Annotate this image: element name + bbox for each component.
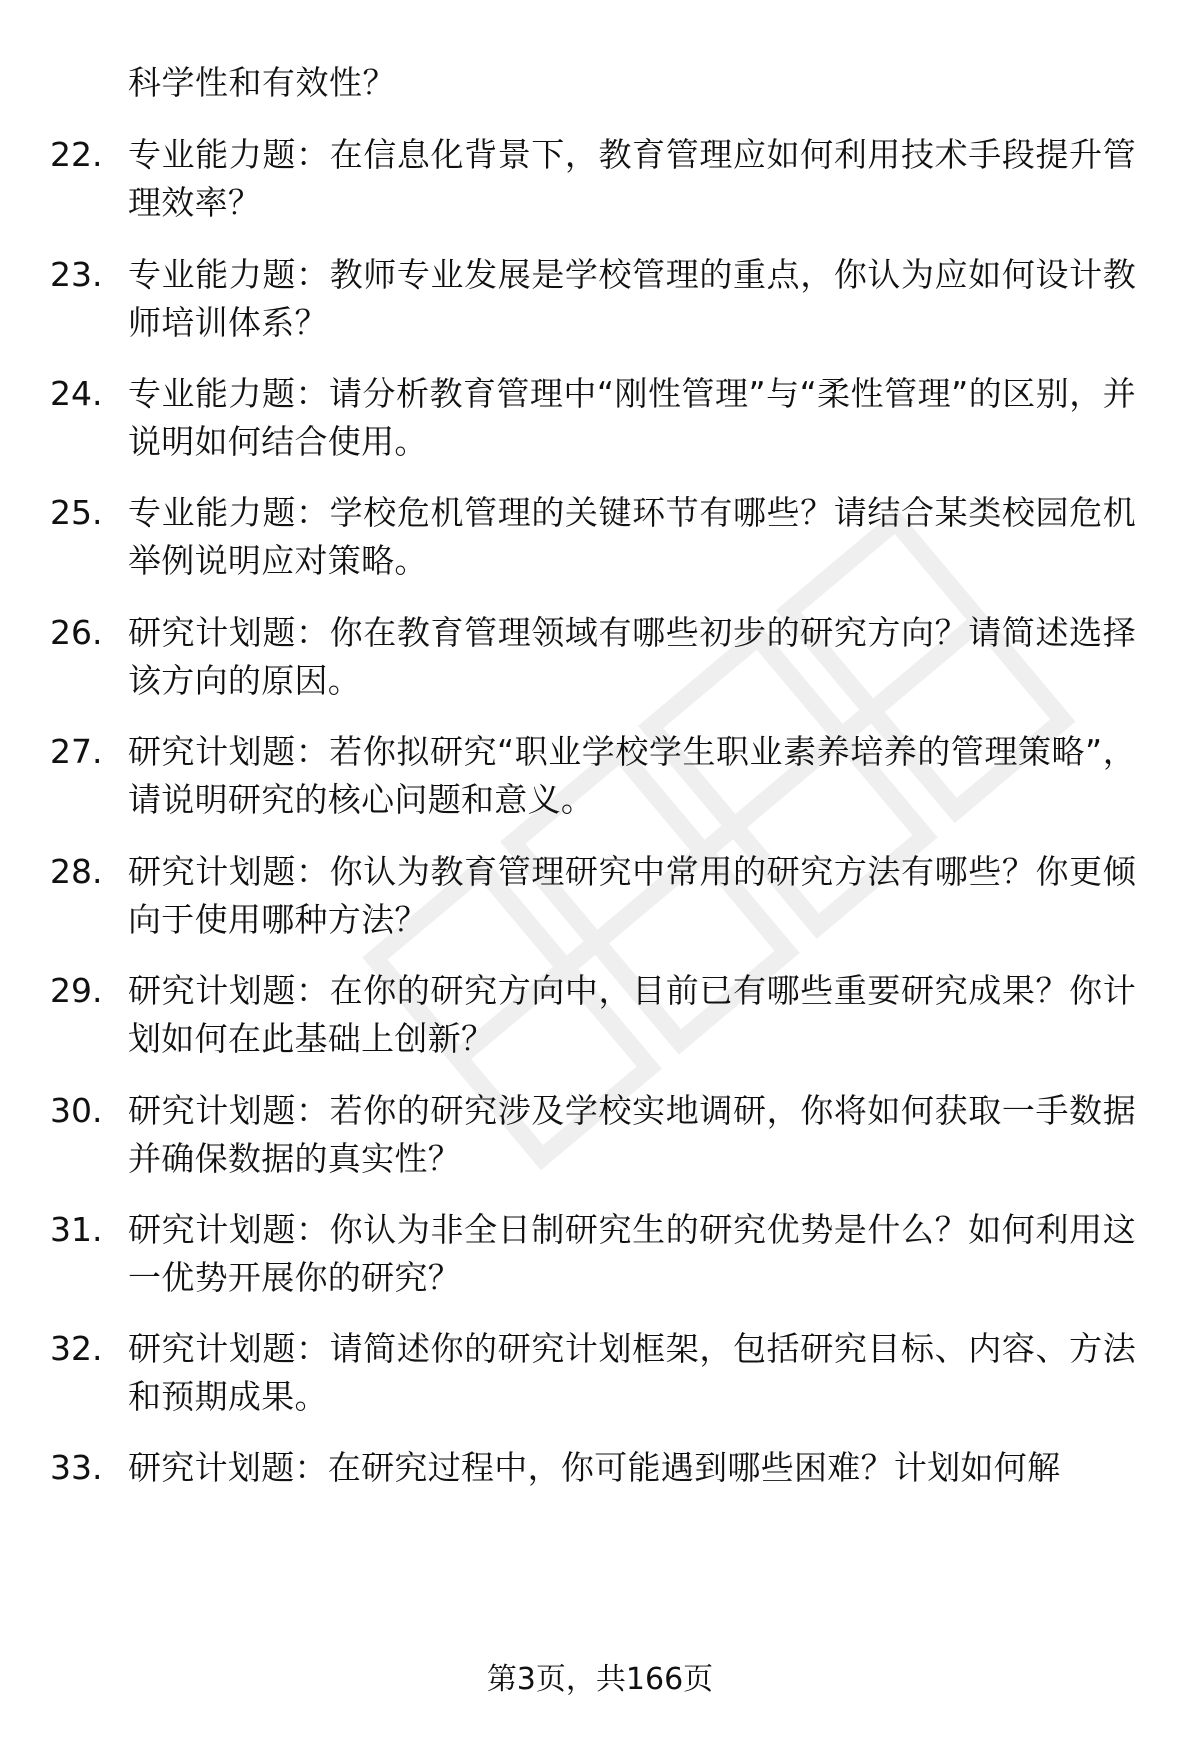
- question-text: 研究计划题：在你的研究方向中，目前已有哪些重要研究成果？你计划如何在此基础上创新？: [128, 971, 1136, 1058]
- question-number: 28.: [50, 852, 103, 891]
- question-number: 25.: [50, 493, 103, 532]
- question-number: 27.: [50, 732, 103, 771]
- question-text: 研究计划题：若你的研究涉及学校实地调研，你将如何获取一手数据并确保数据的真实性？: [128, 1091, 1136, 1178]
- question-number: 33.: [50, 1448, 103, 1487]
- question-text: 研究计划题：在研究过程中，你可能遇到哪些困难？计划如何解: [128, 1448, 1061, 1487]
- question-text: 研究计划题：若你拟研究“职业学校学生职业素养培养的管理策略”，请说明研究的核心问题和意义。: [128, 732, 1136, 819]
- question-text: 研究计划题：你认为教育管理研究中常用的研究方法有哪些？你更倾向于使用哪种方法？: [128, 852, 1136, 939]
- page-footer: 第3页，共166页: [486, 1662, 714, 1697]
- question-text: 专业能力题：请分析教育管理中“刚性管理”与“柔性管理”的区别，并说明如何结合使用。: [128, 374, 1136, 461]
- question-text: 研究计划题：请简述你的研究计划框架，包括研究目标、内容、方法和预期成果。: [128, 1329, 1136, 1416]
- question-text: 研究计划题：你在教育管理领域有哪些初步的研究方向？请简述选择该方向的原因。: [128, 613, 1136, 700]
- continuation-line: 科学性和有效性？: [128, 63, 396, 102]
- question-text: 专业能力题：在信息化背景下，教育管理应如何利用技术手段提升管理效率？: [128, 135, 1136, 222]
- question-number: 29.: [50, 971, 103, 1010]
- question-number: 24.: [50, 374, 103, 413]
- question-number: 30.: [50, 1091, 103, 1130]
- question-number: 31.: [50, 1210, 103, 1249]
- question-number: 26.: [50, 613, 103, 652]
- question-number: 23.: [50, 255, 103, 294]
- question-text: 专业能力题：教师专业发展是学校管理的重点，你认为应如何设计教师培训体系？: [128, 255, 1136, 342]
- question-text: 专业能力题：学校危机管理的关键环节有哪些？请结合某类校园危机举例说明应对策略。: [128, 493, 1136, 580]
- question-number: 22.: [50, 135, 103, 174]
- question-number: 32.: [50, 1329, 103, 1368]
- question-text: 研究计划题：你认为非全日制研究生的研究优势是什么？如何利用这一优势开展你的研究？: [128, 1210, 1136, 1297]
